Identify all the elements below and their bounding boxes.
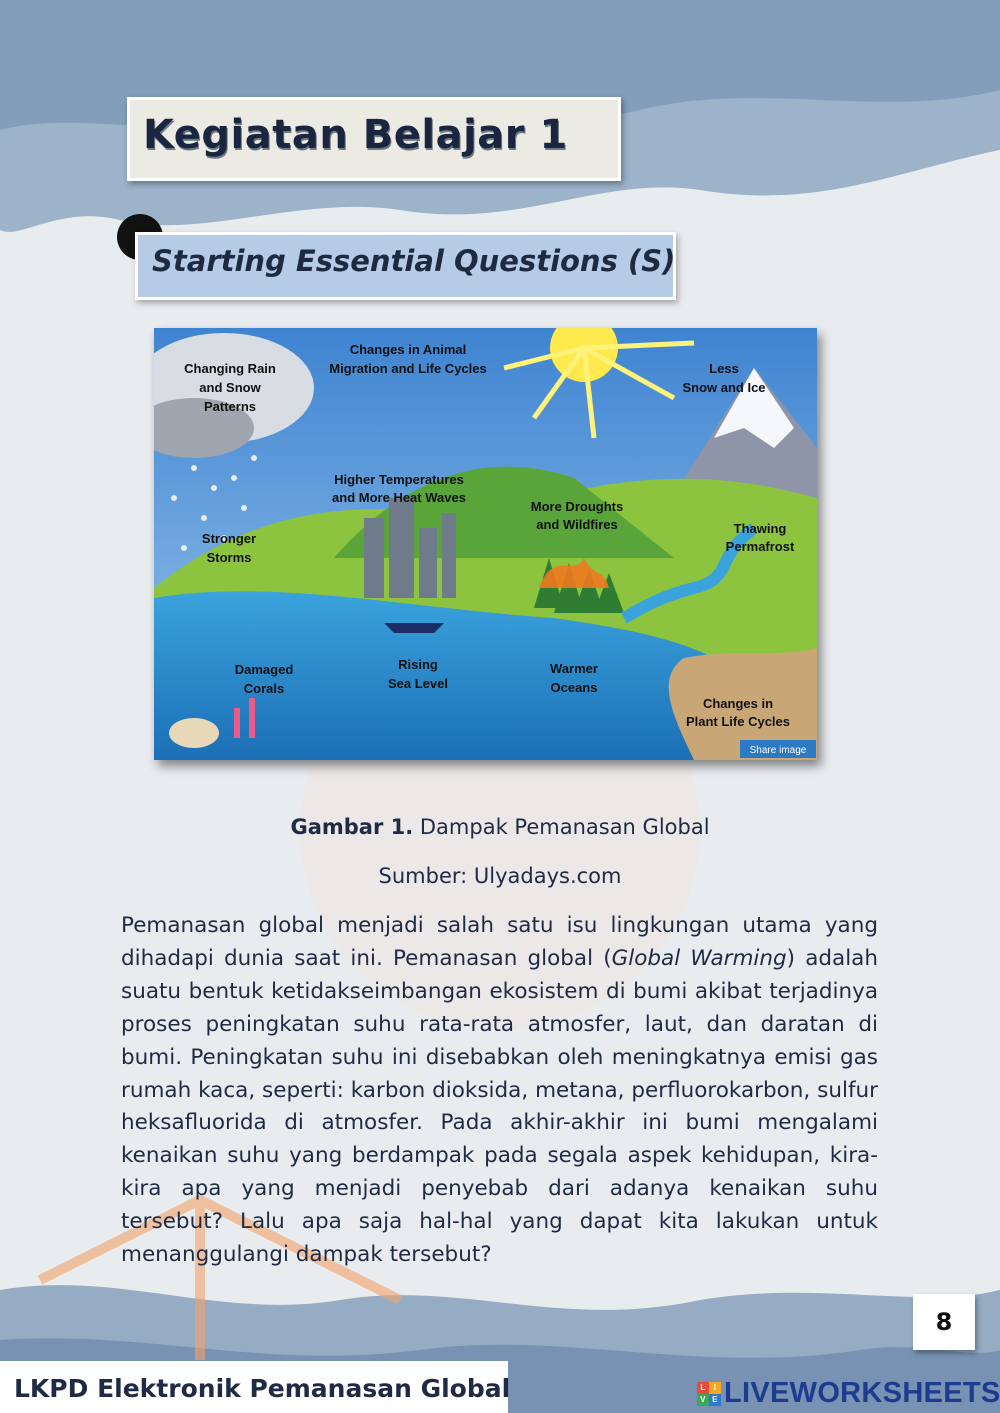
label-coral-2: Corals: [243, 681, 285, 696]
label-snow-1: Less: [709, 361, 739, 376]
label-ocean-2: Oceans: [550, 680, 598, 695]
label-rain-1: Changing Rain: [184, 361, 276, 376]
label-plant-1: Changes in: [702, 696, 774, 711]
footer-title: LKPD Elektronik Pemanasan Global: [14, 1374, 511, 1403]
label-plant-2: Plant Life Cycles: [685, 714, 791, 729]
figure-source: Sumber: Ulyadays.com: [378, 864, 622, 888]
logo-letter-i: I: [709, 1382, 721, 1394]
label-storm-1: Stronger: [201, 531, 257, 546]
label-sea-1: Rising: [398, 657, 438, 672]
logo-letter-e: E: [709, 1394, 721, 1406]
paragraph-part-2: ) adalah suatu bentuk ketidakseimbangan ekosistem di bumi akibat terjadinya proses peningkatan suhu rata-rata atmosfer, laut, dan daratan di bumi. Peningkatan suhu ini disebabkan oleh meningkatnya emisi gas rumah kaca, seperti: karbon dioksida, metana, perfluorokarbon, sulfur heksafluorida di atmosfer. Pada akhir-akhir ini bumi mengalami kenaikan suhu yang berdampak pada segala aspek kehidupan, kira-kira apa yang menjadi penyebab dari adanya kenaikan suhu tersebut? Lalu apa saja hal-hal yang dapat kita lakukan untuk menanggulangi dampak tersebut?: [121, 945, 878, 1268]
label-heat-1: Higher Temperatures: [334, 472, 464, 487]
label-drought-2: and Wildfires: [536, 517, 618, 532]
paragraph-part-1: Pemanasan global menjadi salah satu isu lingkungan utama yang dihadapi dunia saat ini. Pemanasan global (: [121, 913, 878, 971]
label-drought-1: More Droughts: [530, 499, 624, 514]
label-rain-3: Patterns: [203, 399, 257, 414]
body-paragraph: [121, 910, 878, 1272]
label-sea-2: Sea Level: [388, 676, 448, 691]
figure-caption: [0, 815, 1000, 839]
caption-number: Gambar 1.: [290, 815, 414, 839]
paragraph-italic: Global Warming: [611, 945, 787, 971]
label-animal-2: Migration and Life Cycles: [329, 361, 487, 376]
liveworksheets-icon: [697, 1382, 721, 1406]
label-animal-1: Changes in Animal: [349, 342, 467, 357]
page-title: Kegiatan Belajar 1: [143, 112, 568, 158]
label-snow-2: Snow and Ice: [682, 380, 766, 395]
logo-letter-v: V: [697, 1394, 709, 1406]
label-ocean-1: Warmer: [550, 661, 598, 676]
label-perma-1: Thawing: [733, 521, 787, 536]
page-number: 8: [913, 1294, 975, 1350]
section-heading: Starting Essential Questions (S): [152, 244, 676, 278]
share-image-label: Share image: [749, 745, 807, 756]
label-perma-2: Permafrost: [725, 539, 795, 554]
logo-letter-l: L: [697, 1382, 709, 1394]
brand-name: LIVEWORKSHEETS: [724, 1377, 1000, 1409]
label-heat-2: and More Heat Waves: [332, 490, 466, 505]
label-rain-2: and Snow: [199, 380, 261, 395]
climate-impacts-illustration: [154, 328, 817, 760]
liveworksheets-logo[interactable]: [697, 1377, 1000, 1410]
label-coral-1: Damaged: [234, 662, 294, 677]
caption-text: Dampak Pemanasan Global: [413, 815, 710, 839]
label-storm-2: Storms: [206, 550, 252, 565]
